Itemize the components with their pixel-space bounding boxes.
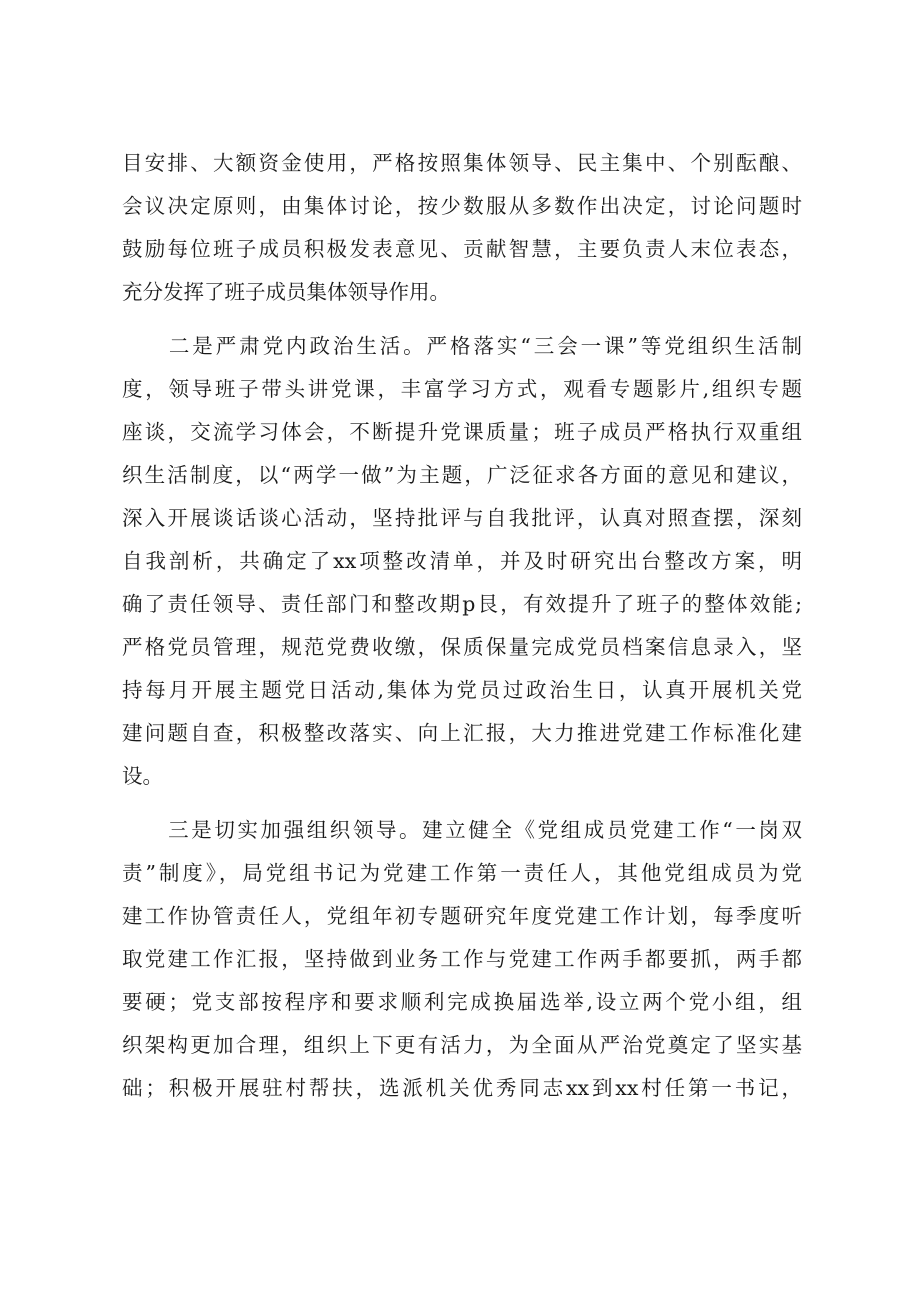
text-line: 织架构更加合理，组织上下更有活力，为全面从严治党奠定了坚实基 xyxy=(122,1033,802,1057)
paragraph-2 xyxy=(122,325,802,798)
text-line: 自我剖析，共确定了xx项整改清单，并及时研究出台整改方案，明 xyxy=(122,549,802,573)
text-line: 目安排、大额资金使用，严格按照集体领导、民主集中、个别酝酿、 xyxy=(122,151,802,175)
text-line: 建工作协管责任人，党组年初专题研究年度党建工作计划，每季度听 xyxy=(122,904,802,928)
text-line: 要硬；党支部按程序和要求顺利完成换届选举,设立两个党小组，组 xyxy=(122,990,802,1014)
text-line: 责”制度》，局党组书记为党建工作第一责任人，其他党组成员为党 xyxy=(122,861,802,885)
body-text xyxy=(122,142,802,1110)
text-line: 设。 xyxy=(122,764,163,788)
paragraph-1 xyxy=(122,142,802,314)
text-line: 会议决定原则，由集体讨论，按少数服从多数作出决定，讨论问题时 xyxy=(122,194,802,218)
text-line: 持每月开展主题党日活动,集体为党员过政治生日，认真开展机关党 xyxy=(122,678,802,702)
text-line: 二是严肃党内政治生活。严格落实“三会一课”等党组织生活制 xyxy=(122,334,802,358)
text-line: 度，领导班子带头讲党课，丰富学习方式，观看专题影片,组织专题 xyxy=(122,377,802,401)
text-line: 三是切实加强组织领导。建立健全《党组成员党建工作“一岗双 xyxy=(122,818,802,842)
text-line: 建问题自查，积极整改落实、向上汇报，大力推进党建工作标准化建 xyxy=(122,721,802,745)
text-line: 深入开展谈话谈心活动，坚持批评与自我批评，认真对照查摆，深刻 xyxy=(122,506,802,530)
paragraph-3 xyxy=(122,809,802,1110)
text-line: 织生活制度，以“两学一做”为主题，广泛征求各方面的意见和建议， xyxy=(122,463,802,487)
text-line: 取党建工作汇报，坚持做到业务工作与党建工作两手都要抓，两手都 xyxy=(122,947,802,971)
text-line: 充分发挥了班子成员集体领导作用。 xyxy=(122,280,450,304)
text-line: 鼓励每位班子成员积极发表意见、贡献智慧，主要负责人末位表态， xyxy=(122,237,802,261)
text-line: 严格党员管理，规范党费收缴，保质保量完成党员档案信息录入，坚 xyxy=(122,635,802,659)
text-line: 确了责任领导、责任部门和整改期p艮，有效提升了班子的整体效能; xyxy=(122,592,802,616)
text-line: 础；积极开展驻村帮扶，选派机关优秀同志xx到xx村任第一书记， xyxy=(122,1076,802,1100)
text-line: 座谈，交流学习体会，不断提升党课质量；班子成员严格执行双重组 xyxy=(122,420,802,444)
